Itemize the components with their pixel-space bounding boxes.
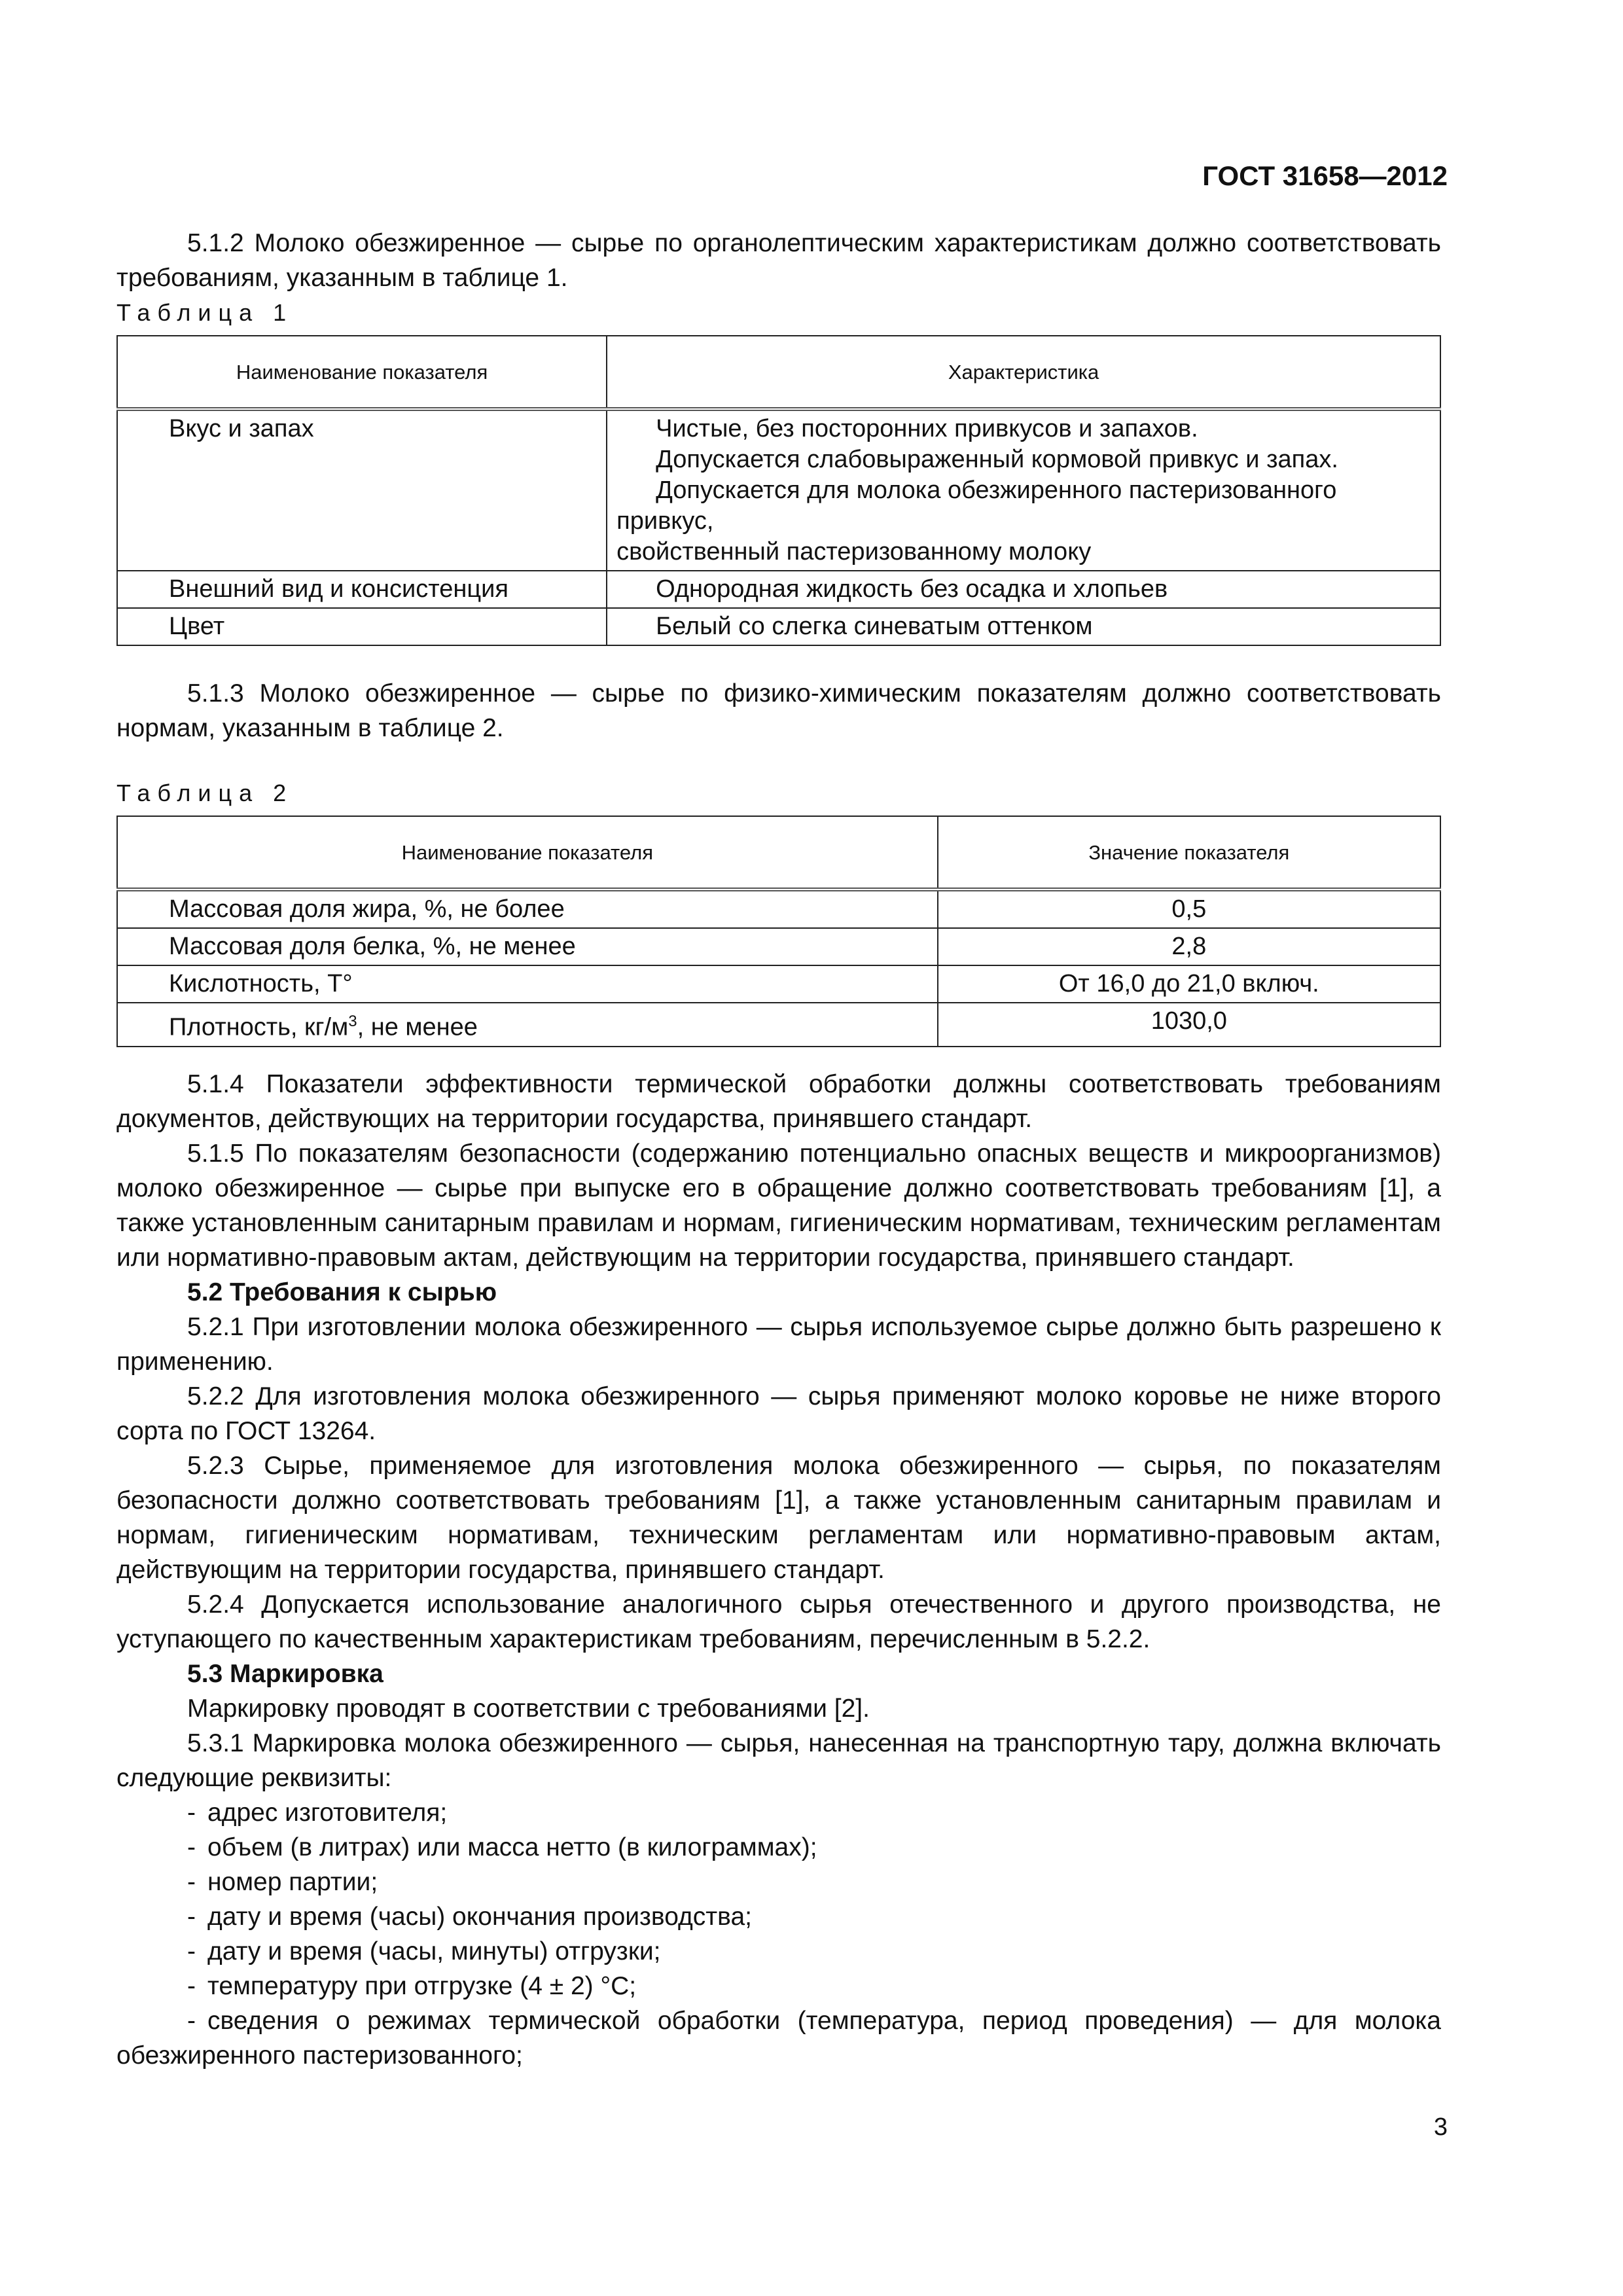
table-1-header-name: Наименование показателя — [117, 336, 607, 409]
section-heading-5-2: 5.2 Требования к сырью — [187, 1278, 497, 1306]
table-row — [117, 1003, 1440, 1047]
paragraph-5-1-3: 5.1.3 Молоко обезжиренное — сырье по физико-химическим показателям должно соответствовать нормам, указанным в таблице 2. — [116, 679, 1441, 742]
paragraph-5-2-4: 5.2.4 Допускается использование аналогичного сырья отечественного и другого производства, не уступающего по качественным характеристикам требованиям, перечисленным в 5.2.2. — [116, 1590, 1441, 1653]
table-row — [117, 928, 1440, 965]
table-1-header-characteristic: Характеристика — [607, 336, 1440, 409]
table-1-text-line: Белый со слегка синеватым оттенком — [656, 613, 1093, 640]
table-2-cell-name: Массовая доля жира, %, не более — [117, 889, 938, 928]
list-item: - температуру при отгрузке (4 ± 2) °С; — [187, 1971, 637, 2000]
density-label: Плотность, кг/м — [169, 1013, 349, 1041]
paragraph-5-2-2: 5.2.2 Для изготовления молока обезжиренного — сырья применяют молоко коровье не ниже второго сорта по ГОСТ 13264. — [116, 1382, 1441, 1445]
table-1-text-line: Допускается для молока обезжиренного пастеризованного привкус, — [616, 476, 1337, 535]
table-2-cell-value: От 16,0 до 21,0 включ. — [938, 965, 1440, 1003]
table-2-caption: Таблица 2 — [116, 780, 294, 806]
table-row — [117, 889, 1440, 928]
density-unit-superscript: 3 — [348, 1013, 357, 1030]
table-2-cell-value: 1030,0 — [938, 1003, 1440, 1047]
table-1-cell-name: Внешний вид и консистенция — [117, 571, 607, 608]
paragraph-5-1-2: 5.1.2 Молоко обезжиренное — сырье по органолептическим характеристикам должно соответствовать требованиям, указанным в таблице 1. — [116, 229, 1441, 292]
paragraph-5-3-1: 5.3.1 Маркировка молока обезжиренного — сырья, нанесенная на транспортную тару, должна включать следующие реквизиты: — [116, 1729, 1441, 1792]
document-id-header: ГОСТ 31658—2012 — [1202, 160, 1448, 191]
density-label-suffix: , не менее — [357, 1013, 478, 1041]
table-1-cell-characteristic — [607, 409, 1440, 571]
paragraph-5-2-1: 5.2.1 При изготовлении молока обезжиренного — сырья используемое сырье должно быть разрешено к применению. — [116, 1312, 1441, 1376]
table-2-cell-value: 2,8 — [938, 928, 1440, 965]
table-1-cell-name: Цвет — [117, 608, 607, 645]
list-item: - дату и время (часы) окончания производства; — [187, 1902, 752, 1931]
paragraph-5-3: Маркировку проводят в соответствии с требованиями [2]. — [187, 1694, 870, 1723]
table-1-cell-characteristic — [607, 608, 1440, 645]
table-2-cell-value: 0,5 — [938, 889, 1440, 928]
paragraph-5-2-3: 5.2.3 Сырье, применяемое для изготовления молока обезжиренного — сырья, по показателям безопасности должно соответствовать требованиям [1], а также установленным санитарным правилам и нормам, гигиеническим нормативам, техническим регламентам или нормативно-правовым актам, действующим на территории государства, принявшего стандарт. — [116, 1451, 1441, 1584]
paragraph-5-1-4: 5.1.4 Показатели эффективности термической обработки должны соответствовать требованиям документов, действующих на территории государства, принявшего стандарт. — [116, 1069, 1441, 1133]
table-2-cell-name: Кислотность, Т° — [117, 965, 938, 1003]
table-row — [117, 409, 1440, 571]
table-1-caption: Таблица 1 — [116, 299, 294, 326]
table-row — [117, 608, 1440, 645]
table-1-cell-name: Вкус и запах — [117, 409, 607, 571]
table-1-text-line: свойственный пастеризованному молоку — [616, 538, 1092, 565]
page-number: 3 — [1433, 2113, 1448, 2141]
table-1-text-line: Чистые, без посторонних привкусов и запахов. — [656, 415, 1198, 442]
table-row — [117, 965, 1440, 1003]
table-2-cell-name: Массовая доля белка, %, не менее — [117, 928, 938, 965]
list-item: - сведения о режимах термической обработки (температура, период проведения) — для молока обезжиренного пастеризованного; — [116, 2006, 1441, 2070]
table-2-header-value: Значение показателя — [938, 816, 1440, 889]
table-row — [117, 571, 1440, 608]
list-item: - объем (в литрах) или масса нетто (в килограммах); — [187, 1833, 817, 1861]
list-item: - адрес изготовителя; — [187, 1798, 448, 1827]
table-1-text-line: Допускается слабовыраженный кормовой привкус и запах. — [656, 446, 1338, 473]
table-1 — [116, 335, 1441, 646]
list-item: - номер партии; — [187, 1867, 378, 1896]
section-heading-5-3: 5.3 Маркировка — [187, 1659, 383, 1688]
list-item: - дату и время (часы, минуты) отгрузки; — [187, 1937, 661, 1965]
table-2 — [116, 816, 1441, 1047]
paragraph-5-1-5: 5.1.5 По показателям безопасности (содержанию потенциально опасных веществ и микроорганизмов) молоко обезжиренное — сырье при выпуске его в обращение должно соответствовать требованиям [1], а также установленным санитарным правилам и нормам, гигиеническим нормативам, техническим регламентам или нормативно-правовым актам, действующим на территории государства, принявшего стандарт. — [116, 1139, 1441, 1272]
table-2-cell-name — [117, 1003, 938, 1047]
table-1-cell-characteristic — [607, 571, 1440, 608]
page-content — [116, 226, 1441, 2073]
table-2-header-name: Наименование показателя — [117, 816, 938, 889]
table-1-text-line: Однородная жидкость без осадка и хлопьев — [656, 575, 1168, 603]
